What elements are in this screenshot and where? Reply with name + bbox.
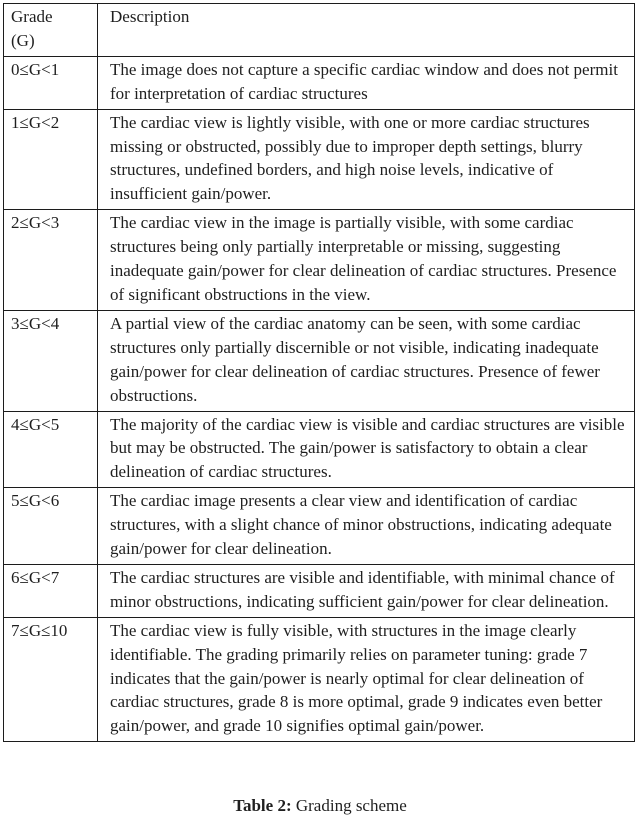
grade-header-line1: Grade [11, 7, 53, 26]
grade-cell: 2≤G<3 [4, 210, 98, 311]
table-row [4, 488, 635, 565]
table-row [4, 617, 635, 742]
grade-cell: 5≤G<6 [4, 488, 98, 565]
table-row [4, 210, 635, 311]
description-cell: The cardiac view is lightly visible, with one or more cardiac structures missing or obstructed, possibly due to improper depth settings, blurry structures, undefined borders, and high noise levels, indicative of insufficient gain/power. [98, 109, 635, 210]
table-row [4, 56, 635, 109]
description-cell: The cardiac view in the image is partially visible, with some cardiac structures being only partially interpretable or missing, suggesting inadequate gain/power for clear delineation of cardiac structures. Presence of significant obstructions in the view. [98, 210, 635, 311]
description-cell: A partial view of the cardiac anatomy can be seen, with some cardiac structures only partially discernible or not visible, indicating inadequate gain/power for clear delineation of cardiac structures. Presence of fewer obstructions. [98, 310, 635, 411]
description-column-header: Description [98, 4, 635, 57]
grade-cell: 1≤G<2 [4, 109, 98, 210]
table-row [4, 411, 635, 488]
grade-cell: 3≤G<4 [4, 310, 98, 411]
description-cell: The cardiac view is fully visible, with structures in the image clearly identifiable. The grading primarily relies on parameter tuning: grade 7 indicates that the gain/power is nearly optimal for clear delineation of cardiac structures, grade 8 is more optimal, grade 9 indicates even better gain/power, and grade 10 signifies optimal gain/power. [98, 617, 635, 742]
table-row [4, 564, 635, 617]
grade-column-header [4, 4, 98, 57]
grade-cell: 6≤G<7 [4, 564, 98, 617]
grade-cell: 7≤G≤10 [4, 617, 98, 742]
table-caption-label: Table 2: [233, 796, 292, 815]
table-row [4, 310, 635, 411]
grade-cell: 4≤G<5 [4, 411, 98, 488]
table-header-row [4, 4, 635, 57]
description-cell: The image does not capture a specific cardiac window and does not permit for interpretation of cardiac structures [98, 56, 635, 109]
table-row [4, 109, 635, 210]
grade-cell: 0≤G<1 [4, 56, 98, 109]
grade-header-line2: (G) [11, 30, 35, 50]
description-cell: The cardiac image presents a clear view and identification of cardiac structures, with a slight chance of minor obstructions, indicating adequate gain/power for clear delineation. [98, 488, 635, 565]
table-caption-text: Grading scheme [295, 796, 407, 815]
description-cell: The majority of the cardiac view is visible and cardiac structures are visible but may be obstructed. The gain/power is satisfactory to obtain a clear delineation of cardiac structures. [98, 411, 635, 488]
grading-scheme-table [3, 3, 635, 742]
description-cell: The cardiac structures are visible and identifiable, with minimal chance of minor obstructions, indicating sufficient gain/power for clear delineation. [98, 564, 635, 617]
